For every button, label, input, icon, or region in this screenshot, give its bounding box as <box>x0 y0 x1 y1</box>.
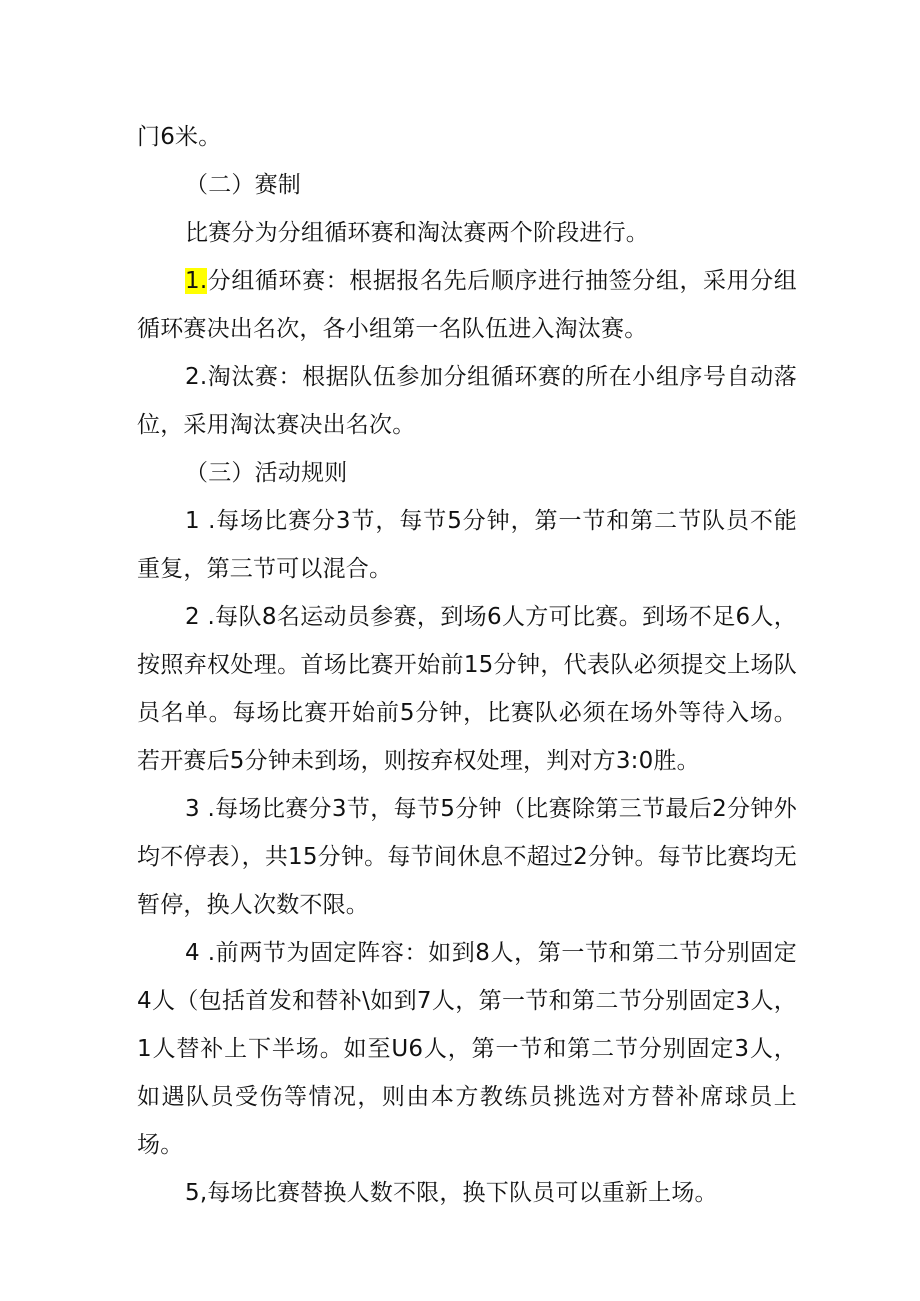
highlighted-number: 1. <box>185 268 208 294</box>
section-heading-format: （二）赛制 <box>185 172 301 198</box>
paragraph-format-intro: 比赛分为分组循环赛和淘汰赛两个阶段进行。 <box>185 220 649 246</box>
document-body <box>137 113 797 1217</box>
rule-2: 2 .每队8名运动员参赛，到场6人方可比赛。到场不足6人，按照弃权处理。首场比赛开始前15分钟，代表队必须提交上场队员名单。每场比赛开始前5分钟，比赛队必须在场外等待入场。若开赛后5分钟未到场，则按弃权处理，判对方3:0胜。 <box>137 604 797 774</box>
rule-5: 5,每场比赛替换人数不限，换下队员可以重新上场。 <box>185 1180 718 1206</box>
rule-1: 1 .每场比赛分3节，每节5分钟，第一节和第二节队员不能重复，第三节可以混合。 <box>137 508 797 582</box>
group-stage-text: 分组循环赛：根据报名先后顺序进行抽签分组，采用分组循环赛决出名次，各小组第一名队伍进入淘汰赛。 <box>137 268 797 342</box>
section-heading-rules: （三）活动规则 <box>185 460 348 486</box>
rule-4: 4 .前两节为固定阵容：如到8人，第一节和第二节分别固定4人（包括首发和替补\如到7人，第一节和第二节分别固定3人，1人替补上下半场。如至U6人，第一节和第二节分别固定3人，如遇队员受伤等情况，则由本方教练员挑选对方替补席球员上场。 <box>137 940 797 1158</box>
paragraph-group-stage <box>137 257 797 353</box>
paragraph-continuation: 门6米。 <box>137 124 222 150</box>
rule-3: 3 .每场比赛分3节，每节5分钟（比赛除第三节最后2分钟外均不停表），共15分钟。每节间休息不超过2分钟。每节比赛均无暂停，换人次数不限。 <box>137 796 797 918</box>
paragraph-knockout: 2.淘汰赛：根据队伍参加分组循环赛的所在小组序号自动落位，采用淘汰赛决出名次。 <box>137 364 797 438</box>
